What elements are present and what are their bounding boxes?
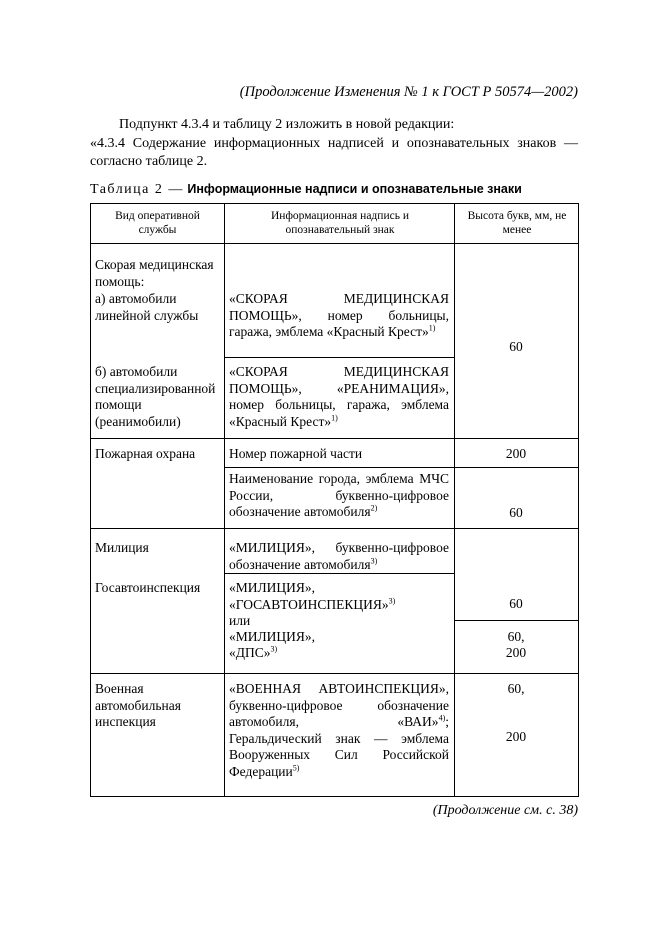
vai-text-3: ; Геральдический знак — эмблема Вооруженных Сил Российской Федерации [229, 714, 449, 779]
gai-title: Госавтоинспекция [95, 580, 201, 595]
column-header-inscription: Информационная надпись и опознавательный знак [271, 210, 409, 236]
ambulance-height: 60 [509, 339, 523, 354]
ambulance-b-text [229, 364, 449, 430]
gai-text-2: «МИЛИЦИЯ», [229, 629, 316, 644]
fire-height-1: 200 [505, 446, 527, 461]
vai-height-1: 60, [507, 681, 525, 696]
footnote-mark-1b: 1) [331, 413, 338, 422]
ambulance-title: Скорая медицинская помощь: [95, 257, 214, 289]
gai-text-3-body: «ДПС» [229, 645, 271, 660]
ambulance-b: б) автомобили специализированной помощи (реанимобили) [95, 364, 216, 429]
vai-text-1: «ВОЕННАЯ АВТОИНСПЕКЦИЯ», буквенно-цифровое обозначение автомобиля, [229, 681, 449, 729]
militia-text-body: «МИЛИЦИЯ», буквенно-цифровое обозначение автомобиля [229, 540, 449, 572]
gai-height-1: 60 [509, 596, 523, 611]
fire-text-1: Номер пожарной части [229, 446, 363, 461]
ambulance-b-text-body: «СКОРАЯ МЕДИЦИНСКАЯ ПОМОЩЬ», «РЕАНИМАЦИЯ», номер больницы, гаража, эмблема «Красный Крест» [229, 364, 449, 429]
gai-height-2a: 60, [507, 629, 525, 644]
vai-height-2: 200 [505, 729, 527, 744]
footnote-mark-3: 3) [370, 556, 378, 565]
ambulance-a-text [229, 291, 449, 341]
footnote-mark-2: 2) [370, 503, 378, 513]
fire-title: Пожарная охрана [95, 446, 196, 461]
ambulance-a-text-body: «СКОРАЯ МЕДИЦИНСКАЯ ПОМОЩЬ», номер больницы, гаража, эмблема «Красный Крест» [229, 291, 449, 339]
ambulance-a: а) автомобили линейной службы [95, 291, 199, 323]
gai-or: или [229, 613, 251, 628]
gai-text-3 [229, 645, 449, 662]
militia-title: Милиция [95, 540, 149, 555]
vai-text [229, 681, 449, 780]
footnote-mark-4: 4) [438, 713, 446, 723]
column-header-service: Вид оперативной службы [115, 210, 200, 236]
fire-text-2 [229, 471, 449, 521]
page-header: (Продолжение Изменения № 1 к ГОСТ Р 50574—2002) [239, 84, 578, 100]
table-caption-label: Таблица 2 — [90, 182, 184, 197]
gai-text-1-body: «МИЛИЦИЯ», «ГОСАВТОИНСПЕКЦИЯ» [229, 580, 389, 612]
footnote-mark-1: 1) [428, 323, 436, 333]
vai-title: Военная автомобильная инспекция [95, 681, 181, 729]
militia-text [229, 540, 449, 573]
table-caption [90, 182, 578, 198]
table-caption-title: Информационные надписи и опознавательные знаки [187, 182, 522, 196]
fire-height-2: 60 [509, 505, 523, 520]
gai-height-2b: 200 [505, 645, 527, 660]
footnote-mark-3b: 3) [388, 596, 396, 605]
column-header-height: Высота букв, мм, не менее [467, 210, 567, 236]
fire-text-2-body: Наименование города, эмблема МЧС России, буквенно-цифровое обозначение автомобиля [229, 471, 449, 519]
footnote-mark-5: 5) [292, 763, 300, 772]
intro-line-1: Подпункт 4.3.4 и таблицу 2 изложить в новой редакции: [119, 117, 455, 132]
page-footer: (Продолжение см. с. 38) [432, 803, 578, 818]
footnote-mark-3c: 3) [270, 644, 278, 654]
gai-text-1 [229, 580, 449, 613]
intro-line-2: «4.3.4 Содержание информационных надписей и опознавательных знаков — согласно таблице 2. [90, 136, 578, 169]
vai-text-2: «ВАИ» [397, 714, 439, 729]
